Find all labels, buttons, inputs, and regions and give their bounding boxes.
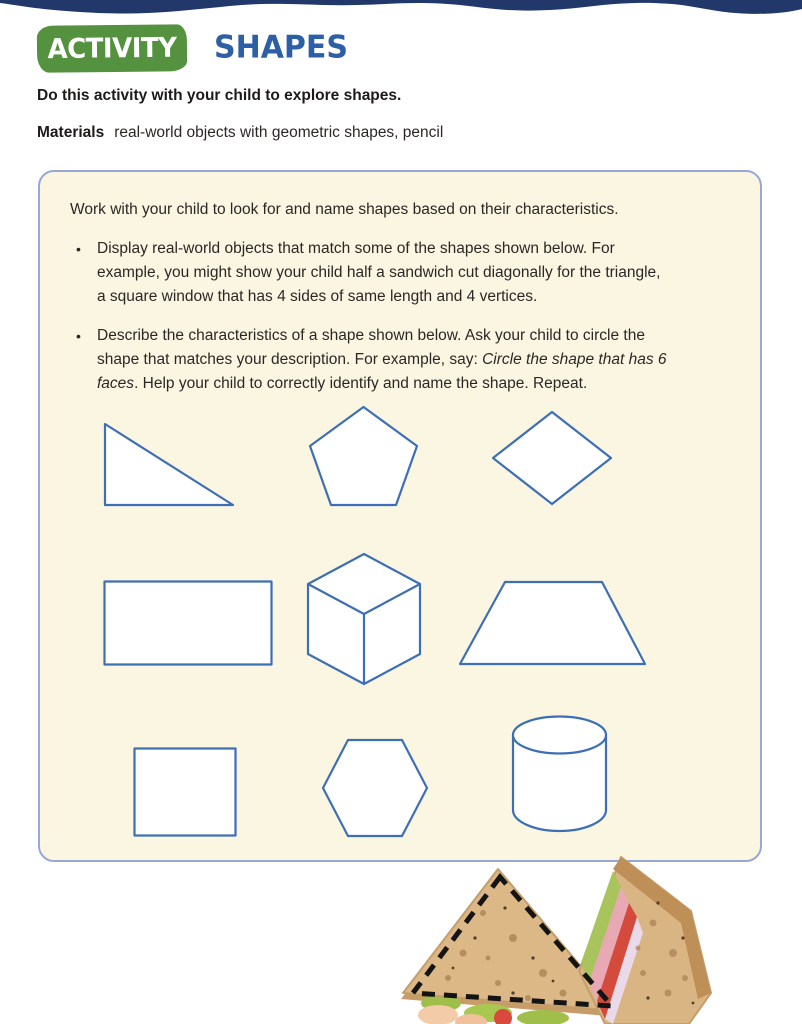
rectangle-graphic [102,579,274,667]
square-graphic [132,746,238,838]
activity-box [38,170,762,862]
sandwich-photo [393,853,715,1024]
shape-pentagon[interactable] [307,404,420,508]
shape-square[interactable] [132,746,238,838]
top-border-wave [0,0,802,16]
pentagon-graphic [307,404,420,508]
bullet-icon: • [76,241,81,257]
rhombus-graphic [490,409,614,507]
shape-cube[interactable] [305,551,423,687]
shape-rectangle[interactable] [102,579,274,667]
shape-hexagon[interactable] [320,737,430,839]
box-lead-text: Work with your child to look for and name shapes based on their characteristics. [70,201,619,218]
instruction-item-2-text-post: . Help your child to correctly identify and name the shape. Repeat. [134,375,588,392]
bullet-icon: • [76,328,81,344]
shape-rhombus[interactable] [490,409,614,507]
trapezoid-graphic [457,579,648,667]
page-title: SHAPES [214,29,349,66]
shape-trapezoid[interactable] [457,579,648,667]
shape-right-triangle[interactable] [102,420,237,508]
materials-label: Materials [37,124,105,141]
shape-cylinder[interactable] [510,714,609,834]
instruction-list [70,237,730,396]
activity-badge [37,24,187,73]
intro-text: Do this activity with your child to explore shapes. [37,87,402,104]
hexagon-graphic [320,737,430,839]
materials-line [37,124,443,142]
materials-value: real-world objects with geometric shapes, pencil [114,124,444,141]
cylinder-graphic [510,714,609,834]
instruction-item-2 [70,324,670,396]
instruction-item-1 [70,237,670,309]
instruction-item-1-text: Display real-world objects that match some of the shapes shown below. For example, you might show your child half a sandwich cut diagonally for the triangle, a square window that has 4 sides of same length and 4 vertices. [97,240,661,305]
sandwich-illustration [393,853,715,1024]
right-triangle-graphic [102,420,237,508]
instruction-item-2-text-pre: Describe the characteristics of a shape shown below. Ask your child to circle the shape that matches your description. For example, say: [97,327,645,368]
cube-graphic [305,551,423,687]
instruction-item-2-text-italic: Circle the shape that has 6 faces [97,351,667,392]
activity-badge-label: ACTIVITY [47,32,177,65]
